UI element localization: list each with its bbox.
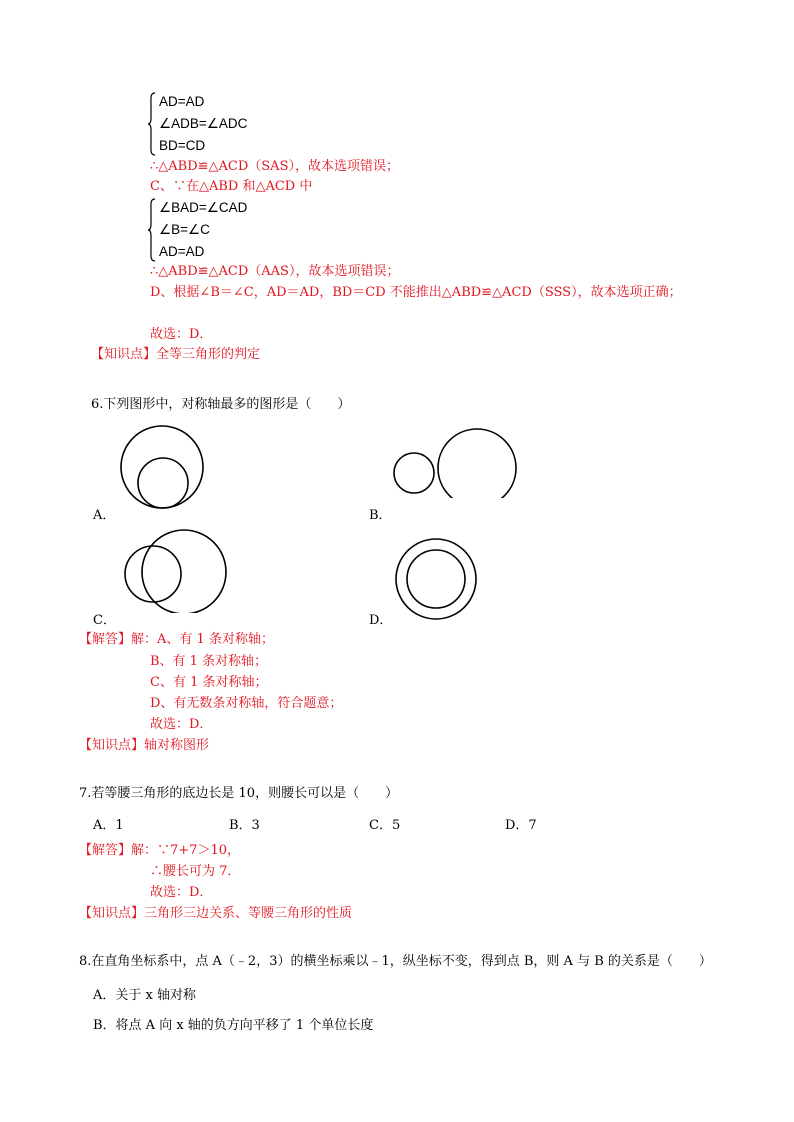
proof-b-line1: AD=AD [159,94,205,109]
brace-proof-b [147,92,157,160]
option-c-intro: C、∵在△ABD 和△ACD 中 [150,179,313,194]
proof-b-line2: ∠ADB=∠ADC [159,116,248,131]
knowledge-tag: 【知识点】 [79,906,145,921]
q8-option-a: A．关于 x 轴对称 [93,988,196,1003]
brace-proof-c [147,198,157,266]
knowledge-text: 三角形三边关系、等腰三角形的性质 [144,906,353,921]
figure-c-label: C． [93,613,116,628]
option-d-text: D、根据∠B＝∠C，AD＝AD，BD＝CD 不能推出△ABD≌△ACD（SSS），故本选项正确； [150,285,682,300]
q7-option-c: C．5 [369,818,401,833]
figure-b-label: B． [369,508,392,523]
q7-answer-line2: ∴腰长可为 7． [150,864,241,879]
proof-b-conclusion: ∴△ABD≌△ACD（SAS），故本选项错误； [150,159,399,174]
q7-knowledge [79,906,352,922]
q7-option-b: B．3 [229,818,260,833]
q7-option-a: A．1 [93,818,124,833]
knowledge-text: 全等三角形的判定 [156,347,261,362]
proof-c-conclusion: ∴△ABD≌△ACD（AAS），故本选项错误； [150,264,400,279]
q7-answer-line1 [79,843,240,859]
q6-answer-line2: B、有 1 条对称轴； [150,654,268,669]
knowledge-text: 轴对称图形 [144,738,210,753]
figure-d-label: D． [369,613,393,628]
figure-c-circles [115,528,230,613]
q7-answer-line3: 故选：D． [150,885,213,900]
answer-tag: 【解答】 [79,632,132,647]
q6-answer-line5: 故选：D． [150,717,213,732]
q7-stem: 7.若等腰三角形的底边长是 10，则腰长可以是（ ） [79,786,399,801]
q6-knowledge [79,738,209,754]
figure-a-circles [115,425,210,515]
q6-stem: 6.下列图形中，对称轴最多的图形是（ ） [91,397,351,412]
knowledge-tag: 【知识点】 [79,738,145,753]
q5-choice: 故选：D． [150,327,213,342]
knowledge-tag: 【知识点】 [91,347,157,362]
figure-a-label: A． [93,508,116,523]
q6-answer-line3: C、有 1 条对称轴； [150,675,268,690]
figure-b-circles [390,428,520,498]
q6-answer-line1 [79,632,274,648]
q7-option-d: D．7 [505,818,537,833]
proof-c-line1: ∠BAD=∠CAD [159,200,248,215]
q8-stem: 8.在直角坐标系中，点 A（﹣2，3）的横坐标乘以﹣1，纵坐标不变，得到点 B，则 A 与 B 的关系是（ ） [79,954,712,969]
q8-option-b: B．将点 A 向 x 轴的负方向平移了 1 个单位长度 [93,1018,374,1033]
answer-line: 解：∵7+7＞10， [131,843,240,858]
figure-d-circles [393,535,483,625]
q5-knowledge [91,347,260,363]
proof-b-line3: BD=CD [159,138,206,153]
proof-c-line2: ∠B=∠C [159,222,210,237]
answer-tag: 【解答】 [79,843,132,858]
answer-line: 解：A、有 1 条对称轴； [131,632,274,647]
q6-answer-line4: D、有无数条对称轴，符合题意； [150,696,343,711]
proof-c-line3: AD=AD [159,244,205,259]
